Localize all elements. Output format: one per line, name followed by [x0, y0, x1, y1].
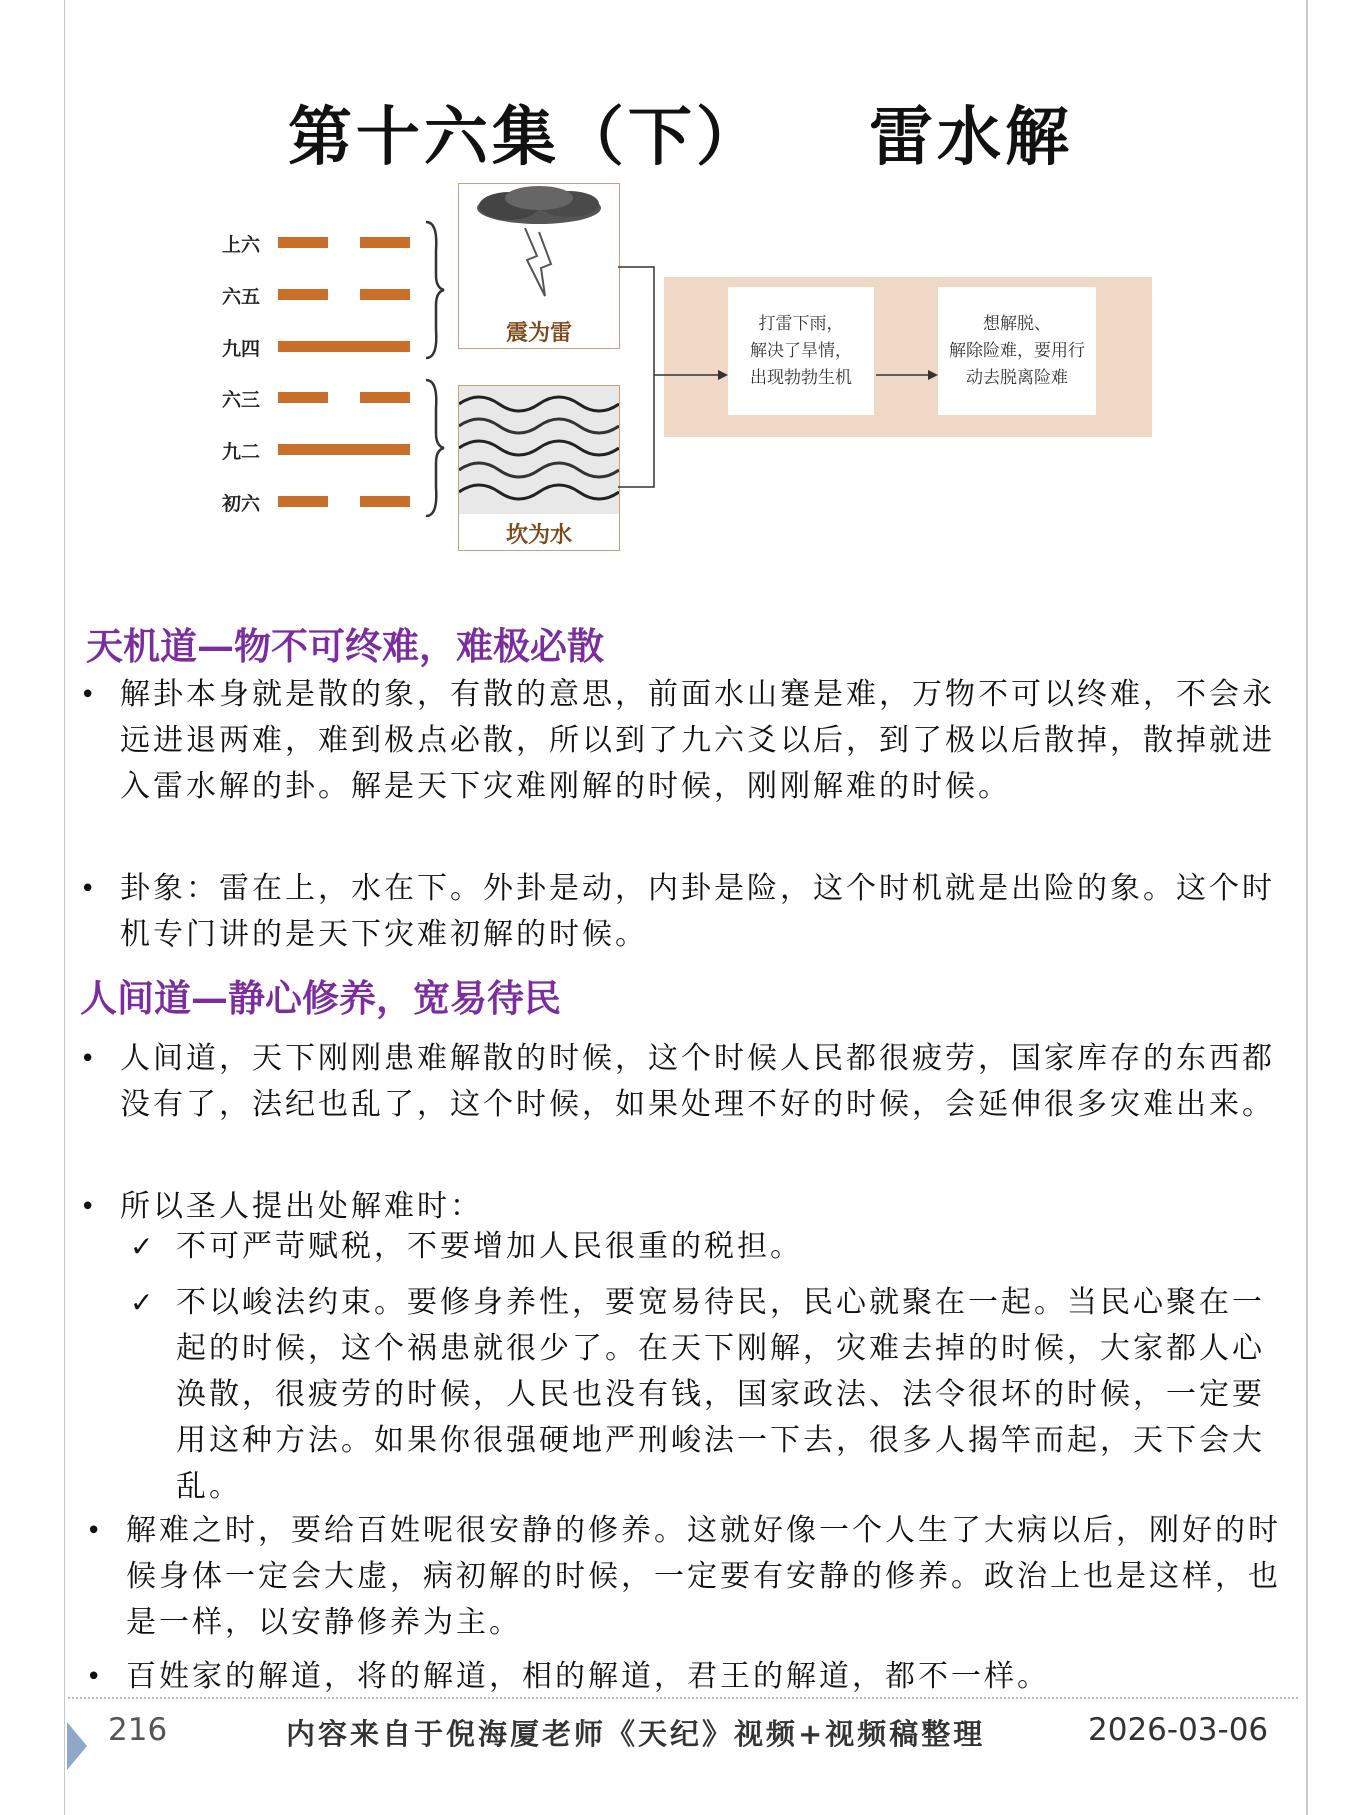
- yao-label-top: 上六: [222, 234, 261, 256]
- yao-top-right: [360, 237, 410, 248]
- yao-label-first: 初六: [222, 493, 261, 515]
- yao-top-left: [278, 237, 328, 248]
- yao-fifth-left: [278, 289, 328, 300]
- bullet-text: 百姓家的解道，将的解道，相的解道，君王的解道，都不一样。: [126, 1659, 1050, 1694]
- yao-fourth-solid: [278, 341, 410, 352]
- bullet-text: 解卦本身就是散的象，有散的意思，前面水山蹇是难，万物不可以终难，不会永远进退两难，难到极点必散，所以到了九六爻以后，到了极以后散掉，散掉就进入雷水解的卦。解是天下灾难刚解的时候，刚刚解难的时候。: [120, 677, 1275, 804]
- list-item: [80, 866, 1280, 958]
- page-left-border: [64, 0, 65, 1815]
- check-item: [130, 1224, 1296, 1270]
- bullet-dot-icon: •: [80, 680, 99, 710]
- list-item: [80, 1036, 1280, 1128]
- yao-third-left: [278, 392, 328, 403]
- water-waves-icon: [459, 386, 619, 514]
- yao-first-left: [278, 496, 328, 507]
- bullet-dot-icon: •: [80, 1044, 99, 1074]
- checkmark-icon: ✓: [130, 1230, 157, 1263]
- hexagram-diagram: [200, 185, 1150, 565]
- bullet-text: 所以圣人提出处解难时：: [120, 1189, 483, 1224]
- triangle-marker-icon: [67, 1722, 87, 1770]
- section-heading-heaven: 天机道—物不可终难，难极必散: [86, 624, 604, 668]
- yao-label-third: 六三: [222, 389, 261, 411]
- footer-divider: [68, 1697, 1298, 1699]
- upper-brace: [422, 220, 446, 360]
- yao-label-fourth: 九四: [222, 338, 261, 360]
- yao-label-fifth: 六五: [222, 286, 261, 308]
- flow-box-rain: [728, 287, 874, 415]
- section-heading-human: 人间道—静心修养，宽易待民: [80, 976, 561, 1020]
- thunder-trigram-label: 震为雷: [505, 321, 572, 346]
- thunder-cloud-icon: [459, 184, 619, 312]
- yao-fifth-right: [360, 289, 410, 300]
- lower-brace: [422, 378, 446, 518]
- yao-third-right: [360, 392, 410, 403]
- yao-label-second: 九二: [222, 441, 261, 463]
- bullet-dot-icon: •: [86, 1516, 105, 1546]
- list-item: [80, 672, 1280, 810]
- yao-first-right: [360, 496, 410, 507]
- water-trigram-label: 坎为水: [505, 523, 572, 548]
- page-title: 第十六集（下） 雷水解: [287, 100, 1074, 175]
- thunder-trigram-box: [458, 183, 620, 349]
- check-text: 不可严苛赋税，不要增加人民很重的税担。: [176, 1229, 803, 1264]
- bullet-text: 卦象：雷在上，水在下。外卦是动，内卦是险，这个时机就是出险的象。这个时机专门讲的是天下灾难初解的时候。: [120, 871, 1275, 952]
- check-item: [130, 1280, 1296, 1510]
- flow-text-rain: 打雷下雨， 解决了旱情， 出现勃勃生机: [750, 313, 852, 388]
- list-item: [86, 1508, 1286, 1646]
- checkmark-icon: ✓: [130, 1286, 157, 1319]
- bullet-dot-icon: •: [80, 874, 99, 904]
- list-item: [86, 1654, 1286, 1700]
- page-right-border: [1306, 0, 1308, 1815]
- bullet-dot-icon: •: [80, 1192, 99, 1222]
- bullet-text: 解难之时，要给百姓呢很安静的修养。这就好像一个人生了大病以后，刚好的时候身体一定会大虚，病初解的时候，一定要有安静的修养。政治上也是这样，也是一样，以安静修养为主。: [126, 1513, 1281, 1640]
- flow-box-escape: [938, 287, 1096, 415]
- yao-second-solid: [278, 444, 410, 455]
- page-number: 216: [108, 1712, 168, 1748]
- footer-date: 2026-03-06: [1088, 1712, 1269, 1748]
- flow-text-escape: 想解脱、 解除险难，要用行 动去脱离险难: [949, 313, 1085, 388]
- bullet-text: 人间道，天下刚刚患难解散的时候，这个时候人民都很疲劳，国家库存的东西都没有了，法纪也乱了，这个时候，如果处理不好的时候，会延伸很多灾难出来。: [120, 1041, 1275, 1122]
- check-text: 不以峻法约束。要修身养性，要宽易待民，民心就聚在一起。当民心聚在一起的时候，这个祸患就很少了。在天下刚解，灾难去掉的时候，大家都人心涣散，很疲劳的时候，人民也没有钱，国家政法、法令很坏的时候，一定要用这种方法。如果你很强硬地严刑峻法一下去，很多人揭竿而起，天下会大乱。: [176, 1285, 1265, 1504]
- water-trigram-box: [458, 385, 620, 551]
- footer-source: 内容来自于倪海厦老师《天纪》视频+视频稿整理: [286, 1717, 986, 1751]
- bullet-dot-icon: •: [86, 1662, 105, 1692]
